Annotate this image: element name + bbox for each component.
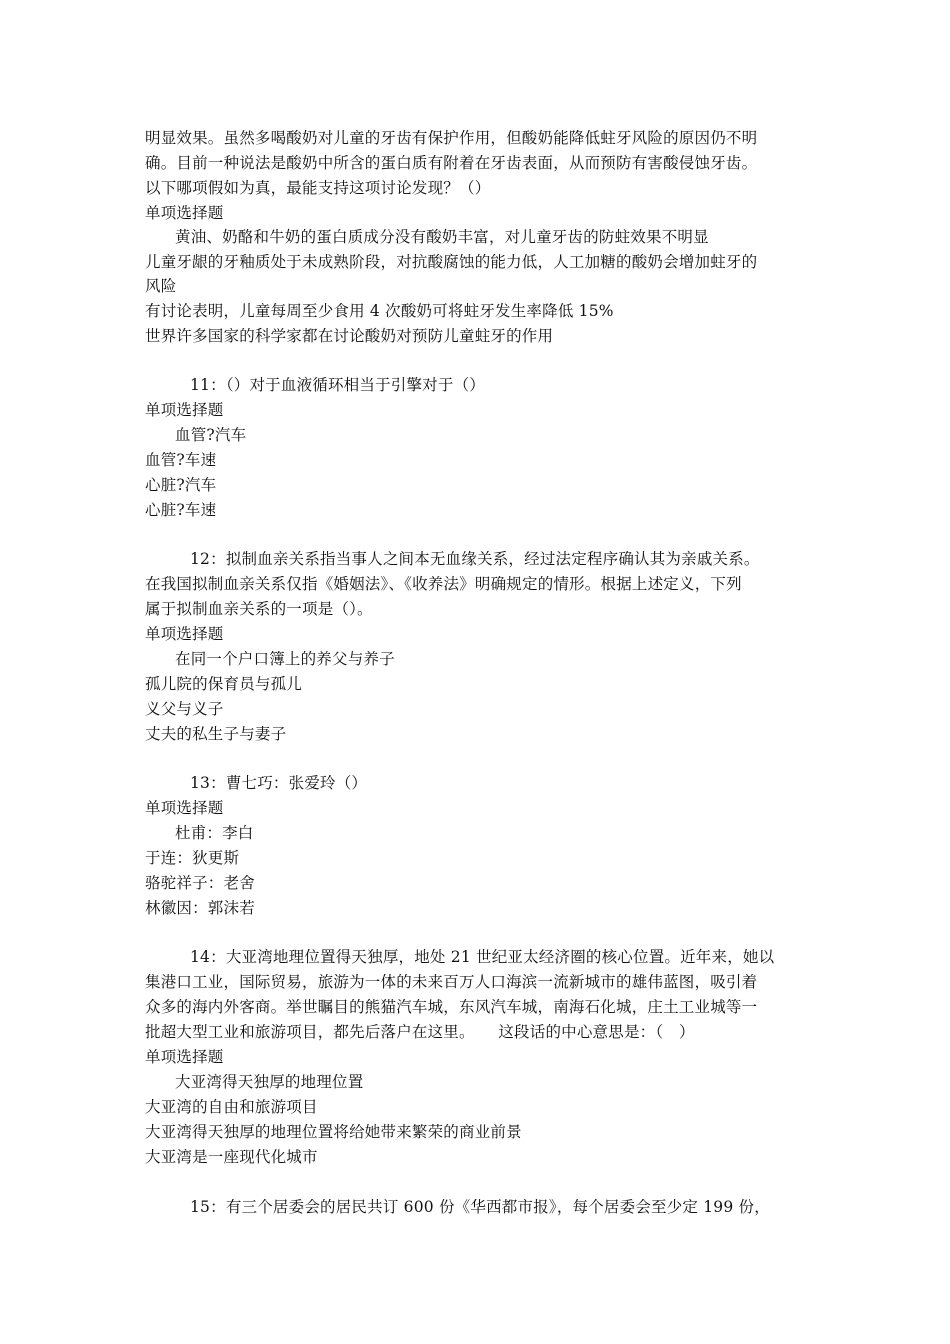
q12-stem-line-1: 12：拟制血亲关系指当事人之间本无血缘关系，经过法定程序确认其为亲戚关系。 [190, 550, 760, 568]
q13-option-c: 骆驼祥子：老舍 [145, 874, 255, 892]
q11-option-b: 血管?车速 [145, 451, 217, 469]
q13-option-b: 于连：狄更斯 [145, 849, 240, 867]
q12-option-d: 丈夫的私生子与妻子 [145, 725, 287, 743]
q10-stem-line-2: 确。目前一种说法是酸奶中所含的蛋白质有附着在牙齿表面，从而预防有害酸侵蚀牙齿。 [145, 154, 758, 172]
q13-type: 单项选择题 [145, 799, 224, 817]
q14-option-a: 大亚湾得天独厚的地理位置 [175, 1073, 364, 1091]
q10-type: 单项选择题 [145, 204, 224, 222]
q11-stem: 11：（）对于血液循环相当于引擎对于（） [190, 376, 485, 394]
q12-option-b: 孤儿院的保育员与孤儿 [145, 675, 303, 693]
q10-option-a: 黄油、奶酪和牛奶的蛋白质成分没有酸奶丰富，对儿童牙齿的防蛀效果不明显 [175, 228, 709, 246]
q10-option-b-cont: 风险 [145, 277, 177, 295]
q11-type: 单项选择题 [145, 401, 224, 419]
q14-stem-line-2: 集港口工业，国际贸易，旅游为一体的未来百万人口海滨一流新城市的雄伟蓝图，吸引着 [145, 973, 758, 991]
q13-option-d: 林徽因：郭沫若 [145, 899, 255, 917]
q11-option-a: 血管?汽车 [175, 426, 247, 444]
q14-type: 单项选择题 [145, 1048, 224, 1066]
q13-stem: 13：曹七巧：张爱玲（） [190, 774, 368, 792]
q11-option-d: 心脏?车速 [145, 501, 217, 519]
q14-option-c: 大亚湾得天独厚的地理位置将给她带来繁荣的商业前景 [145, 1123, 522, 1141]
q11-option-c: 心脏?汽车 [145, 476, 217, 494]
q12-type: 单项选择题 [145, 625, 224, 643]
q12-option-c: 义父与义子 [145, 700, 224, 718]
q14-option-b: 大亚湾的自由和旅游项目 [145, 1098, 318, 1116]
q14-option-d: 大亚湾是一座现代化城市 [145, 1148, 318, 1166]
q12-stem-line-2: 在我国拟制血亲关系仅指《婚姻法》、《收养法》明确规定的情形。根据上述定义，下列 [145, 575, 742, 593]
q10-stem-line-3: 以下哪项假如为真，最能支持这项讨论发现？（） [145, 179, 491, 197]
q14-stem-line-3: 众多的海内外客商。举世瞩目的熊猫汽车城，东风汽车城，南海石化城，庄土工业城等一 [145, 998, 758, 1016]
q15-stem-line-1: 15：有三个居委会的居民共订 600 份《华西都市报》，每个居委会至少定 199 份， [190, 1198, 770, 1216]
q10-option-c: 有讨论表明，儿童每周至少食用 4 次酸奶可将蛀牙发生率降低 15% [145, 302, 614, 320]
q10-option-d: 世界许多国家的科学家都在讨论酸奶对预防儿童蛀牙的作用 [145, 327, 554, 345]
q14-stem-line-4: 批超大型工业和旅游项目，都先后落户在这里。 这段话的中心意思是：（ ） [145, 1023, 695, 1041]
q10-stem-line-1: 明显效果。虽然多喝酸奶对儿童的牙齿有保护作用，但酸奶能降低蛀牙风险的原因仍不明 [145, 129, 758, 147]
q13-option-a: 杜甫：李白 [175, 824, 254, 842]
q12-option-a: 在同一个户口簿上的养父与养子 [175, 650, 395, 668]
q12-stem-line-3: 属于拟制血亲关系的一项是（）。 [145, 600, 373, 618]
q14-stem-line-1: 14：大亚湾地理位置得天独厚，地处 21 世纪亚太经济圈的核心位置。近年来，她以 [190, 948, 775, 966]
q10-option-b: 儿童牙龈的牙釉质处于未成熟阶段，对抗酸腐蚀的能力低，人工加糖的酸奶会增加蛀牙的 [145, 253, 758, 271]
